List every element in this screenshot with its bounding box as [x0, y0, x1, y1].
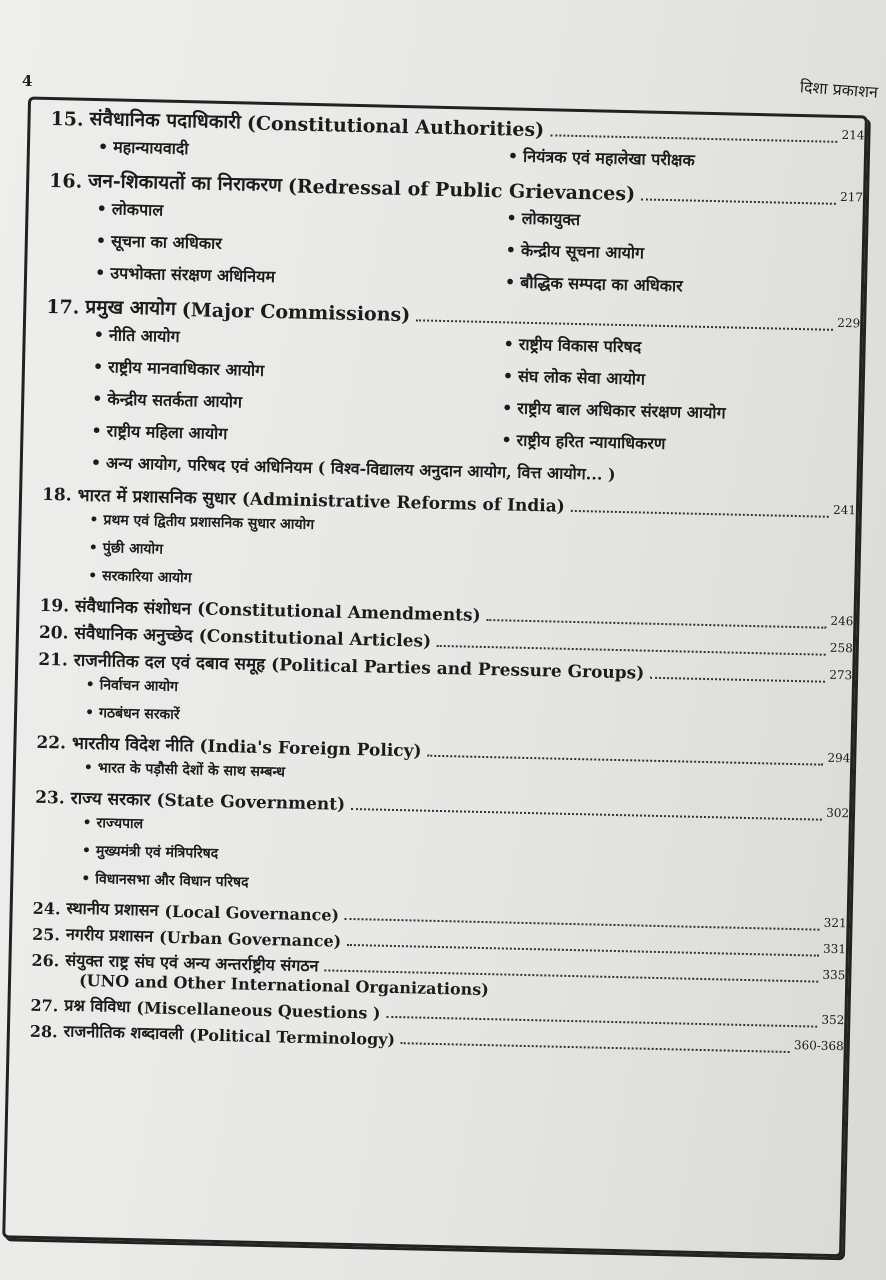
bullet-icon: •: [97, 137, 109, 157]
toc-list: [30, 104, 865, 1063]
chapter-page-number: 352: [821, 1012, 845, 1028]
bullet-icon: •: [501, 430, 512, 450]
chapter-title-hindi: जन-शिकायतों का निराकरण: [88, 169, 283, 197]
subtopic-label: राष्ट्रीय विकास परिषद: [518, 334, 642, 357]
bullet-icon: •: [507, 146, 519, 166]
bullet-icon: •: [502, 366, 514, 386]
page-number: 4: [22, 72, 33, 90]
chapter-title-english: (Miscellaneous Questions ): [136, 998, 381, 1023]
chapter-number: 20.: [38, 622, 69, 644]
subtopic-label: पुंछी आयोग: [102, 540, 164, 558]
chapter-title-english: (Administrative Reforms of India): [241, 489, 566, 517]
subtopic-label: नियंत्रक एवं महालेखा परीक्षक: [522, 146, 696, 170]
dot-leader: [650, 677, 825, 683]
subtopic-label: उपभोक्ता संरक्षण अधिनियम: [110, 263, 276, 287]
toc-entry: [47, 166, 864, 306]
chapter-number: 16.: [48, 169, 83, 193]
bullet-icon: •: [501, 398, 513, 418]
chapter-title-english: (Urban Governance): [158, 927, 342, 951]
bullet-icon: •: [92, 357, 104, 377]
chapter-title-hindi: संवैधानिक संशोधन: [74, 596, 192, 620]
toc-entry: [40, 482, 856, 607]
chapter-title-hindi: नगरीय प्रशासन: [65, 924, 154, 946]
subtopic-label: विधानसभा और विधान परिषद: [95, 871, 249, 891]
chapter-number: 26.: [31, 950, 60, 971]
chapter-page-number: 217: [839, 189, 864, 205]
chapter-page-number: 321: [823, 915, 847, 931]
bullet-icon: •: [504, 272, 516, 292]
chapter-number: 19.: [39, 595, 70, 617]
toc-entry: [33, 785, 849, 910]
bullet-icon: •: [505, 240, 517, 260]
bullet-icon: •: [95, 231, 107, 251]
subtopic-label: केन्द्रीय सूचना आयोग: [520, 240, 645, 263]
subtopic-label: नीति आयोग: [108, 325, 180, 346]
bullet-icon: •: [94, 263, 106, 283]
subtopic-list: [43, 315, 861, 464]
subtopic-label: राष्ट्रीय मानवाधिकार आयोग: [108, 357, 265, 380]
chapter-title-english: (Major Commissions): [181, 299, 411, 327]
toc-entry: [42, 292, 860, 496]
chapter-title-english: (Constitutional Authorities): [246, 112, 545, 142]
chapter-page-number: 246: [830, 613, 854, 629]
bullet-icon: •: [89, 511, 99, 529]
chapter-page-number: 302: [825, 805, 850, 821]
chapter-page-number: 273: [829, 667, 853, 683]
chapter-page-number: 258: [829, 640, 853, 656]
bullet-icon: •: [83, 759, 94, 777]
bullet-icon: •: [81, 842, 92, 860]
chapter-number: 21.: [38, 649, 69, 671]
subtopic-label: सूचना का अधिकार: [110, 231, 223, 253]
subtopic-label: भारत के पड़ौसी देशों के साथ सम्बन्ध: [97, 760, 286, 781]
chapter-page-number: 294: [827, 750, 851, 766]
dot-leader: [437, 645, 826, 656]
chapter-page-number: 360-368: [793, 1038, 844, 1054]
subtopic-label: गठबंधन सरकारें: [98, 705, 180, 724]
chapter-title-hindi: प्रमुख आयोग: [85, 295, 177, 320]
bullet-icon: •: [503, 334, 515, 354]
bullet-icon: •: [96, 199, 108, 219]
chapter-title-english: (UNO and Other International Organizations): [78, 970, 490, 1000]
chapter-title-english: (Political Terminology): [188, 1025, 396, 1050]
subtopic-label: सरकारिया आयोग: [102, 568, 192, 587]
chapter-number: 22.: [36, 732, 67, 754]
chapter-page-number: 241: [832, 502, 857, 518]
toc-entry: [37, 647, 853, 744]
subtopic-label: लोकपाल: [111, 199, 164, 220]
dot-leader: [641, 198, 836, 204]
subtopic-label: निर्वाचन आयोग: [99, 677, 179, 696]
bullet-icon: •: [81, 870, 91, 888]
chapter-title-hindi: स्थानीय प्रशासन: [66, 898, 159, 920]
subtopic-label: बौद्धिक सम्पदा का अधिकार: [520, 272, 683, 296]
chapter-title-english: (Constitutional Articles): [198, 626, 432, 652]
subtopic-label: लोकायुक्त: [521, 208, 581, 230]
dot-leader: [347, 944, 819, 957]
subtopic-label: राष्ट्रीय महिला आयोग: [106, 421, 228, 444]
dot-leader: [487, 619, 827, 629]
chapter-number: 25.: [31, 924, 61, 945]
chapter-title-english: (State Government): [156, 790, 346, 815]
chapter-page-number: 214: [841, 127, 865, 143]
publisher-header: दिशा प्रकाशन: [799, 77, 879, 102]
chapter-title-hindi: राज्य सरकार: [70, 788, 151, 811]
chapter-page-number: 335: [822, 967, 846, 983]
dot-leader: [571, 510, 829, 518]
subtopic-label: केन्द्रीय सतर्कता आयोग: [107, 389, 243, 412]
chapter-title-english: (Political Parties and Pressure Groups): [270, 655, 645, 684]
chapter-title-english: (Local Governance): [164, 901, 340, 925]
bullet-icon: •: [91, 420, 102, 441]
bullet-icon: •: [90, 452, 102, 473]
dot-leader: [345, 918, 820, 931]
chapter-number: 27.: [30, 995, 59, 1016]
chapter-title-english: (Constitutional Amendments): [196, 599, 481, 626]
bullet-icon: •: [506, 208, 517, 228]
bullet-icon: •: [88, 539, 99, 557]
chapter-number: 23.: [34, 787, 65, 809]
chapter-number: 15.: [50, 107, 84, 131]
bullet-icon: •: [84, 704, 95, 722]
chapter-number: 28.: [29, 1021, 58, 1042]
chapter-number: 24.: [32, 898, 61, 919]
subtopic-label: अन्य आयोग, परिषद एवं अधिनियम ( विश्व-विद्यालय अनुदान आयोग, वित्त आयोग... ): [105, 453, 616, 484]
chapter-title-hindi: संवैधानिक पदाधिकारी: [89, 107, 242, 134]
bullet-icon: •: [82, 814, 92, 832]
subtopic-label: प्रथम एवं द्वितीय प्रशासनिक सुधार आयोग: [103, 512, 315, 534]
subtopic-label: संघ लोक सेवा आयोग: [517, 366, 646, 389]
subtopic-label: राष्ट्रीय हरित न्यायाधिकरण: [516, 430, 666, 454]
chapter-title-english: (India's Foreign Policy): [199, 736, 422, 762]
toc-frame: [2, 96, 868, 1257]
chapter-page-number: 229: [837, 315, 861, 331]
chapter-title-hindi: प्रश्न विविधा: [64, 995, 131, 1017]
chapter-title-hindi: भारतीय विदेश नीति: [71, 733, 194, 757]
subtopic-label: राज्यपाल: [96, 815, 144, 833]
chapter-title-hindi: संवैधानिक अनुच्छेद: [74, 623, 193, 647]
dot-leader: [386, 1016, 817, 1028]
bullet-icon: •: [85, 676, 95, 694]
chapter-title-hindi: राजनीतिक दल एवं दबाव समूह: [73, 650, 266, 675]
bullet-icon: •: [88, 567, 98, 585]
chapter-title-english: (Redressal of Public Grievances): [287, 175, 636, 206]
chapter-title-hindi: संयुक्त राष्ट्र संघ एवं अन्य अन्तर्राष्ट्रीय संगठन: [65, 950, 319, 976]
bullet-icon: •: [93, 325, 105, 345]
subtopic-label: महान्यायवादी: [113, 137, 189, 159]
chapter-number: 18.: [41, 484, 72, 506]
chapter-title-hindi: भारत में प्रशासनिक सुधार: [77, 485, 237, 510]
subtopic-label: राष्ट्रीय बाल अधिकार संरक्षण आयोग: [517, 398, 726, 423]
chapter-title-hindi: राजनीतिक शब्दावली: [63, 1021, 184, 1044]
chapter-number: 17.: [46, 295, 80, 319]
subtopic-label: मुख्यमंत्री एवं मंत्रिपरिषद: [95, 843, 219, 862]
subtopic-list: [33, 805, 850, 910]
dot-leader: [401, 1042, 790, 1053]
chapter-page-number: 331: [822, 941, 847, 957]
bullet-icon: •: [92, 389, 103, 409]
